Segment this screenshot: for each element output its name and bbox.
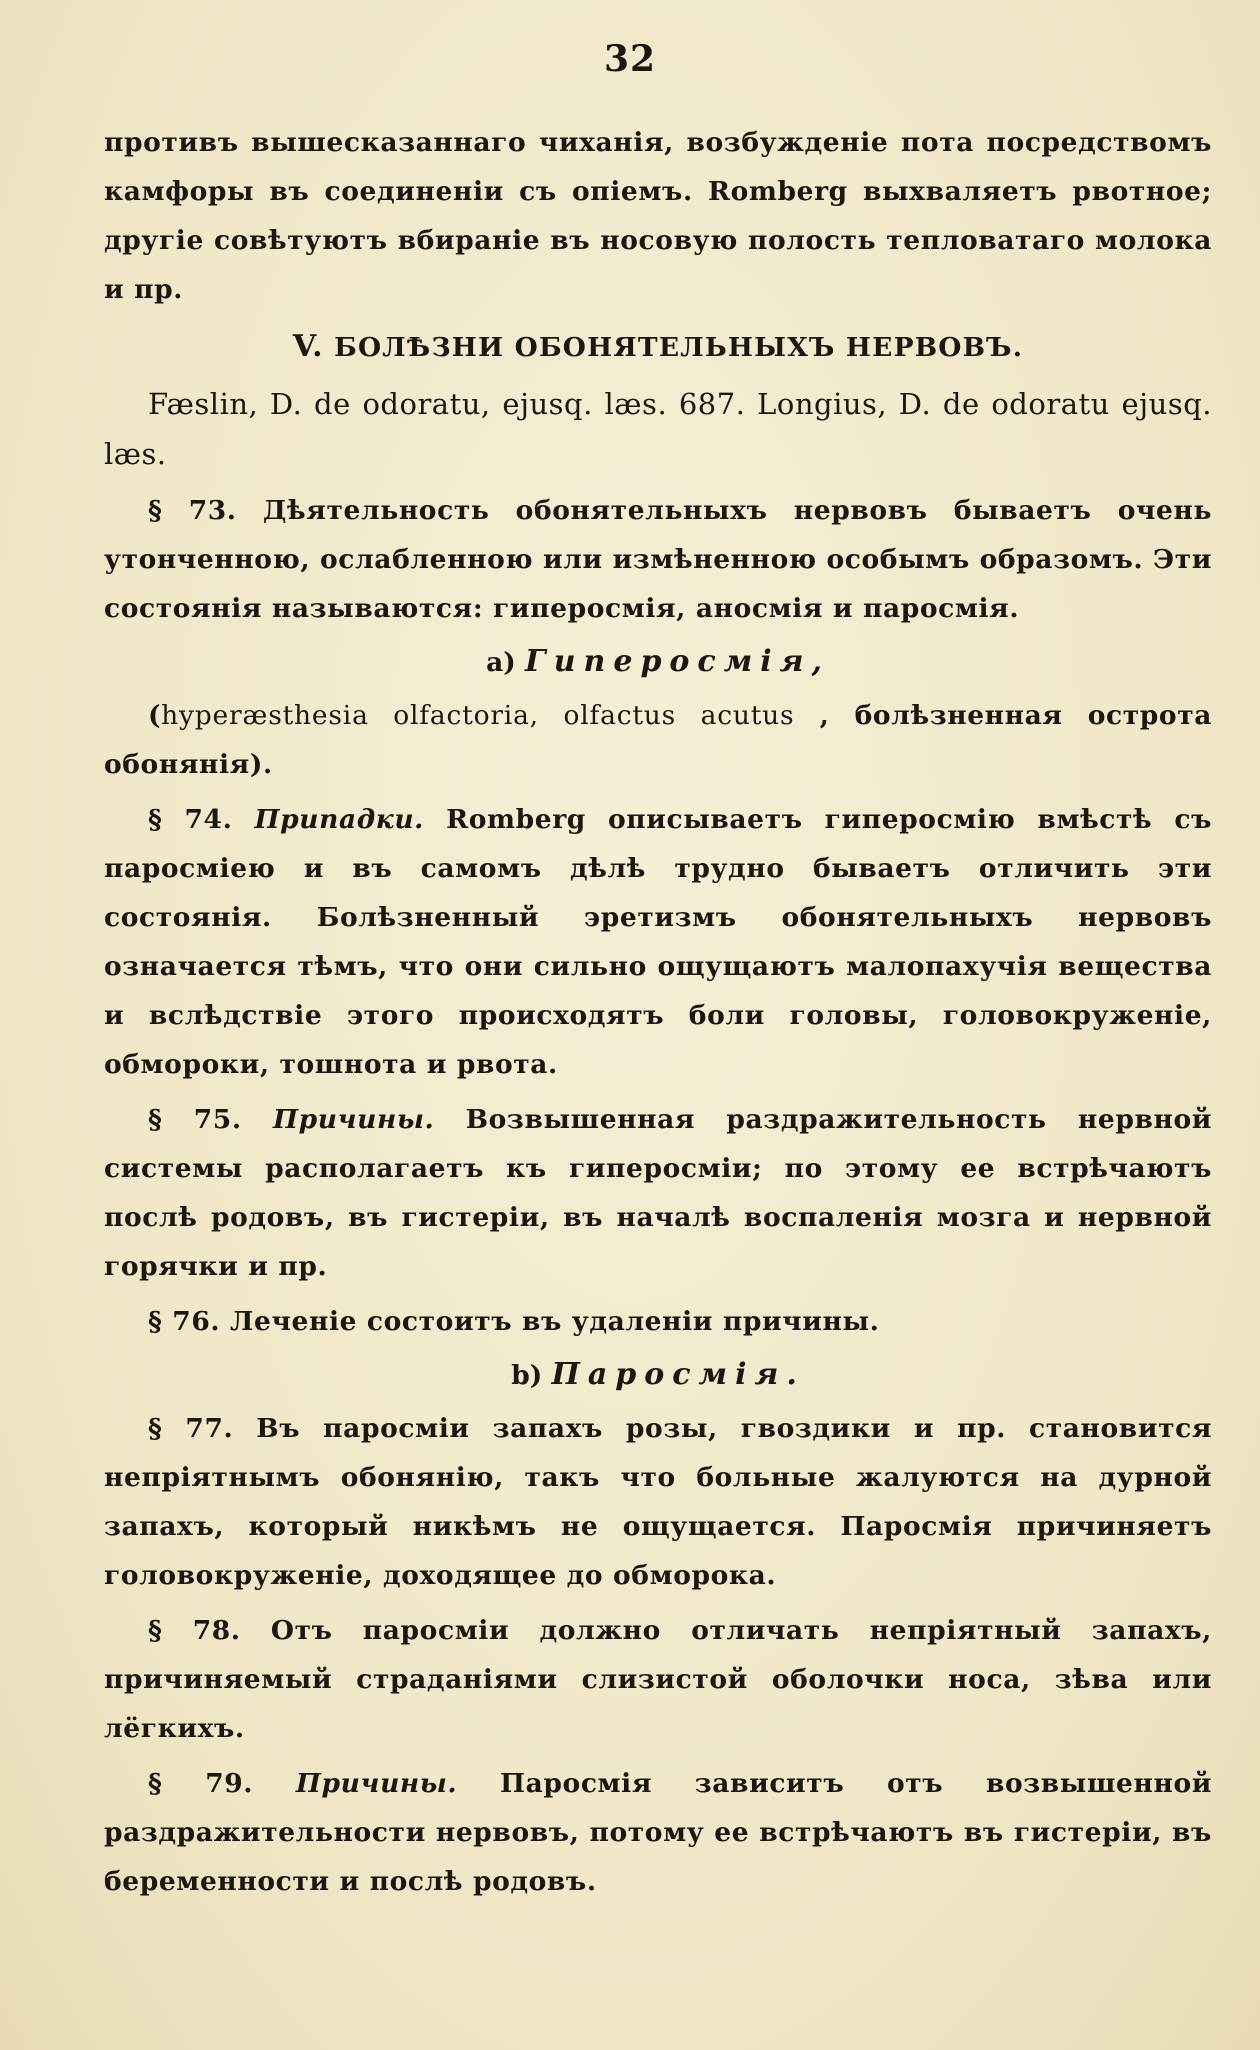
section-heading-text: БОЛѢЗНИ ОБОНЯТЕЛЬНЫХЪ НЕРВОВЪ. bbox=[334, 332, 1024, 363]
paragraph-75 bbox=[104, 1095, 1212, 1291]
page-number: 32 bbox=[603, 38, 657, 80]
paragraph-76-text: Леченіе состоитъ въ удаленіи причины. bbox=[230, 1306, 880, 1337]
paragraph-73-text: Дѣятельность обонятельныхъ нервовъ бываетъ очень утонченною, ослабленною или измѣненною особымъ образомъ. Эти состоянія называются: гиперосмія, аносмія и паросмія. bbox=[104, 495, 1213, 624]
section-number-76: § 76. bbox=[148, 1306, 221, 1337]
subheading-title-hyperosmia: Гиперосмія, bbox=[525, 644, 830, 679]
section-number-79: § 79. bbox=[148, 1768, 254, 1799]
section-number-73: § 73. bbox=[148, 495, 237, 526]
section-number-77: § 77. bbox=[148, 1413, 234, 1444]
paragraph-intro-text: противъ вышесказаннаго чиханія, возбужденіе пота посредствомъ камфоры въ соединеніи съ опіемъ. Romberg выхваляетъ рвотное; другіе совѣтуютъ вбираніе въ носовую полость тепловатаго молока и пр. bbox=[104, 127, 1212, 305]
subheading-letter-b: b) bbox=[511, 1360, 543, 1391]
paragraph-74 bbox=[104, 795, 1212, 1089]
section-number-74: § 74. bbox=[148, 804, 233, 835]
paragraph-hyperosmia-definition bbox=[104, 691, 1212, 789]
paragraph-77-text: Въ паросміи запахъ розы, гвоздики и пр. становится непріятнымъ обонянію, такъ что больные жалуются на дурной запахъ, который никѣмъ не ощущается. Паросмія причиняетъ головокруженіе, доходящее до обморока. bbox=[104, 1413, 1213, 1591]
paragraph-78 bbox=[104, 1606, 1212, 1753]
paragraph-75-text: Возвышенная раздражительность нервной системы располагаетъ къ гиперосміи; по этому ее встрѣчаютъ послѣ родовъ, въ гистеріи, въ началѣ воспаленія мозга и нервной горячки и пр. bbox=[104, 1104, 1212, 1282]
section-heading-v bbox=[104, 322, 1212, 372]
section-heading-number: V. bbox=[292, 329, 324, 364]
paragraph-74-text: Romberg описываетъ гиперосмію вмѣстѣ съ паросміею и въ самомъ дѣлѣ трудно бываетъ отличить эти состоянія. Болѣзненный эретизмъ обонятельныхъ нервовъ означается тѣмъ, что они сильно ощущаютъ малопахучія вещества и вслѣдствіе этого происходятъ боли головы, головокруженіе, обмороки, тошнота и рвота. bbox=[104, 804, 1213, 1080]
page-body bbox=[104, 118, 1212, 1906]
paragraph-79-lead: Причины. bbox=[295, 1768, 458, 1799]
subheading-hyperosmia bbox=[104, 637, 1212, 687]
paragraph-78-text: Отъ паросміи должно отличать непріятный запахъ, причиняемый страданіями слизистой оболочки носа, зѣва или лёгкихъ. bbox=[104, 1615, 1213, 1744]
subheading-parosmia bbox=[104, 1350, 1212, 1400]
section-number-78: § 78. bbox=[148, 1615, 241, 1646]
definition-rest: , болѣзненная острота обонянія). bbox=[104, 700, 1212, 780]
subheading-letter-a: a) bbox=[486, 647, 516, 678]
references-text: Fæslin, D. de odoratu, ejusq. læs. 687. Longius, D. de odoratu ejusq. læs. bbox=[104, 387, 1212, 471]
section-number-75: § 75. bbox=[148, 1104, 242, 1135]
latin-term: hyperæsthesia olfactoria, olfactus acutus bbox=[161, 700, 795, 731]
paren-open: ( bbox=[148, 700, 162, 731]
paragraph-77 bbox=[104, 1404, 1212, 1600]
paragraph-79 bbox=[104, 1759, 1212, 1906]
paragraph-73 bbox=[104, 486, 1212, 633]
paragraph-intro bbox=[104, 118, 1212, 314]
references bbox=[104, 380, 1212, 480]
paragraph-75-lead: Причины. bbox=[272, 1104, 435, 1135]
paragraph-74-lead: Припадки. bbox=[254, 804, 425, 835]
paragraph-79-text: Паросмія зависитъ отъ возвышенной раздражительности нервовъ, потому ее встрѣчаютъ въ гистеріи, въ беременности и послѣ родовъ. bbox=[104, 1768, 1213, 1897]
subheading-title-parosmia: Паросмія. bbox=[551, 1357, 805, 1392]
paragraph-76 bbox=[104, 1297, 1212, 1346]
